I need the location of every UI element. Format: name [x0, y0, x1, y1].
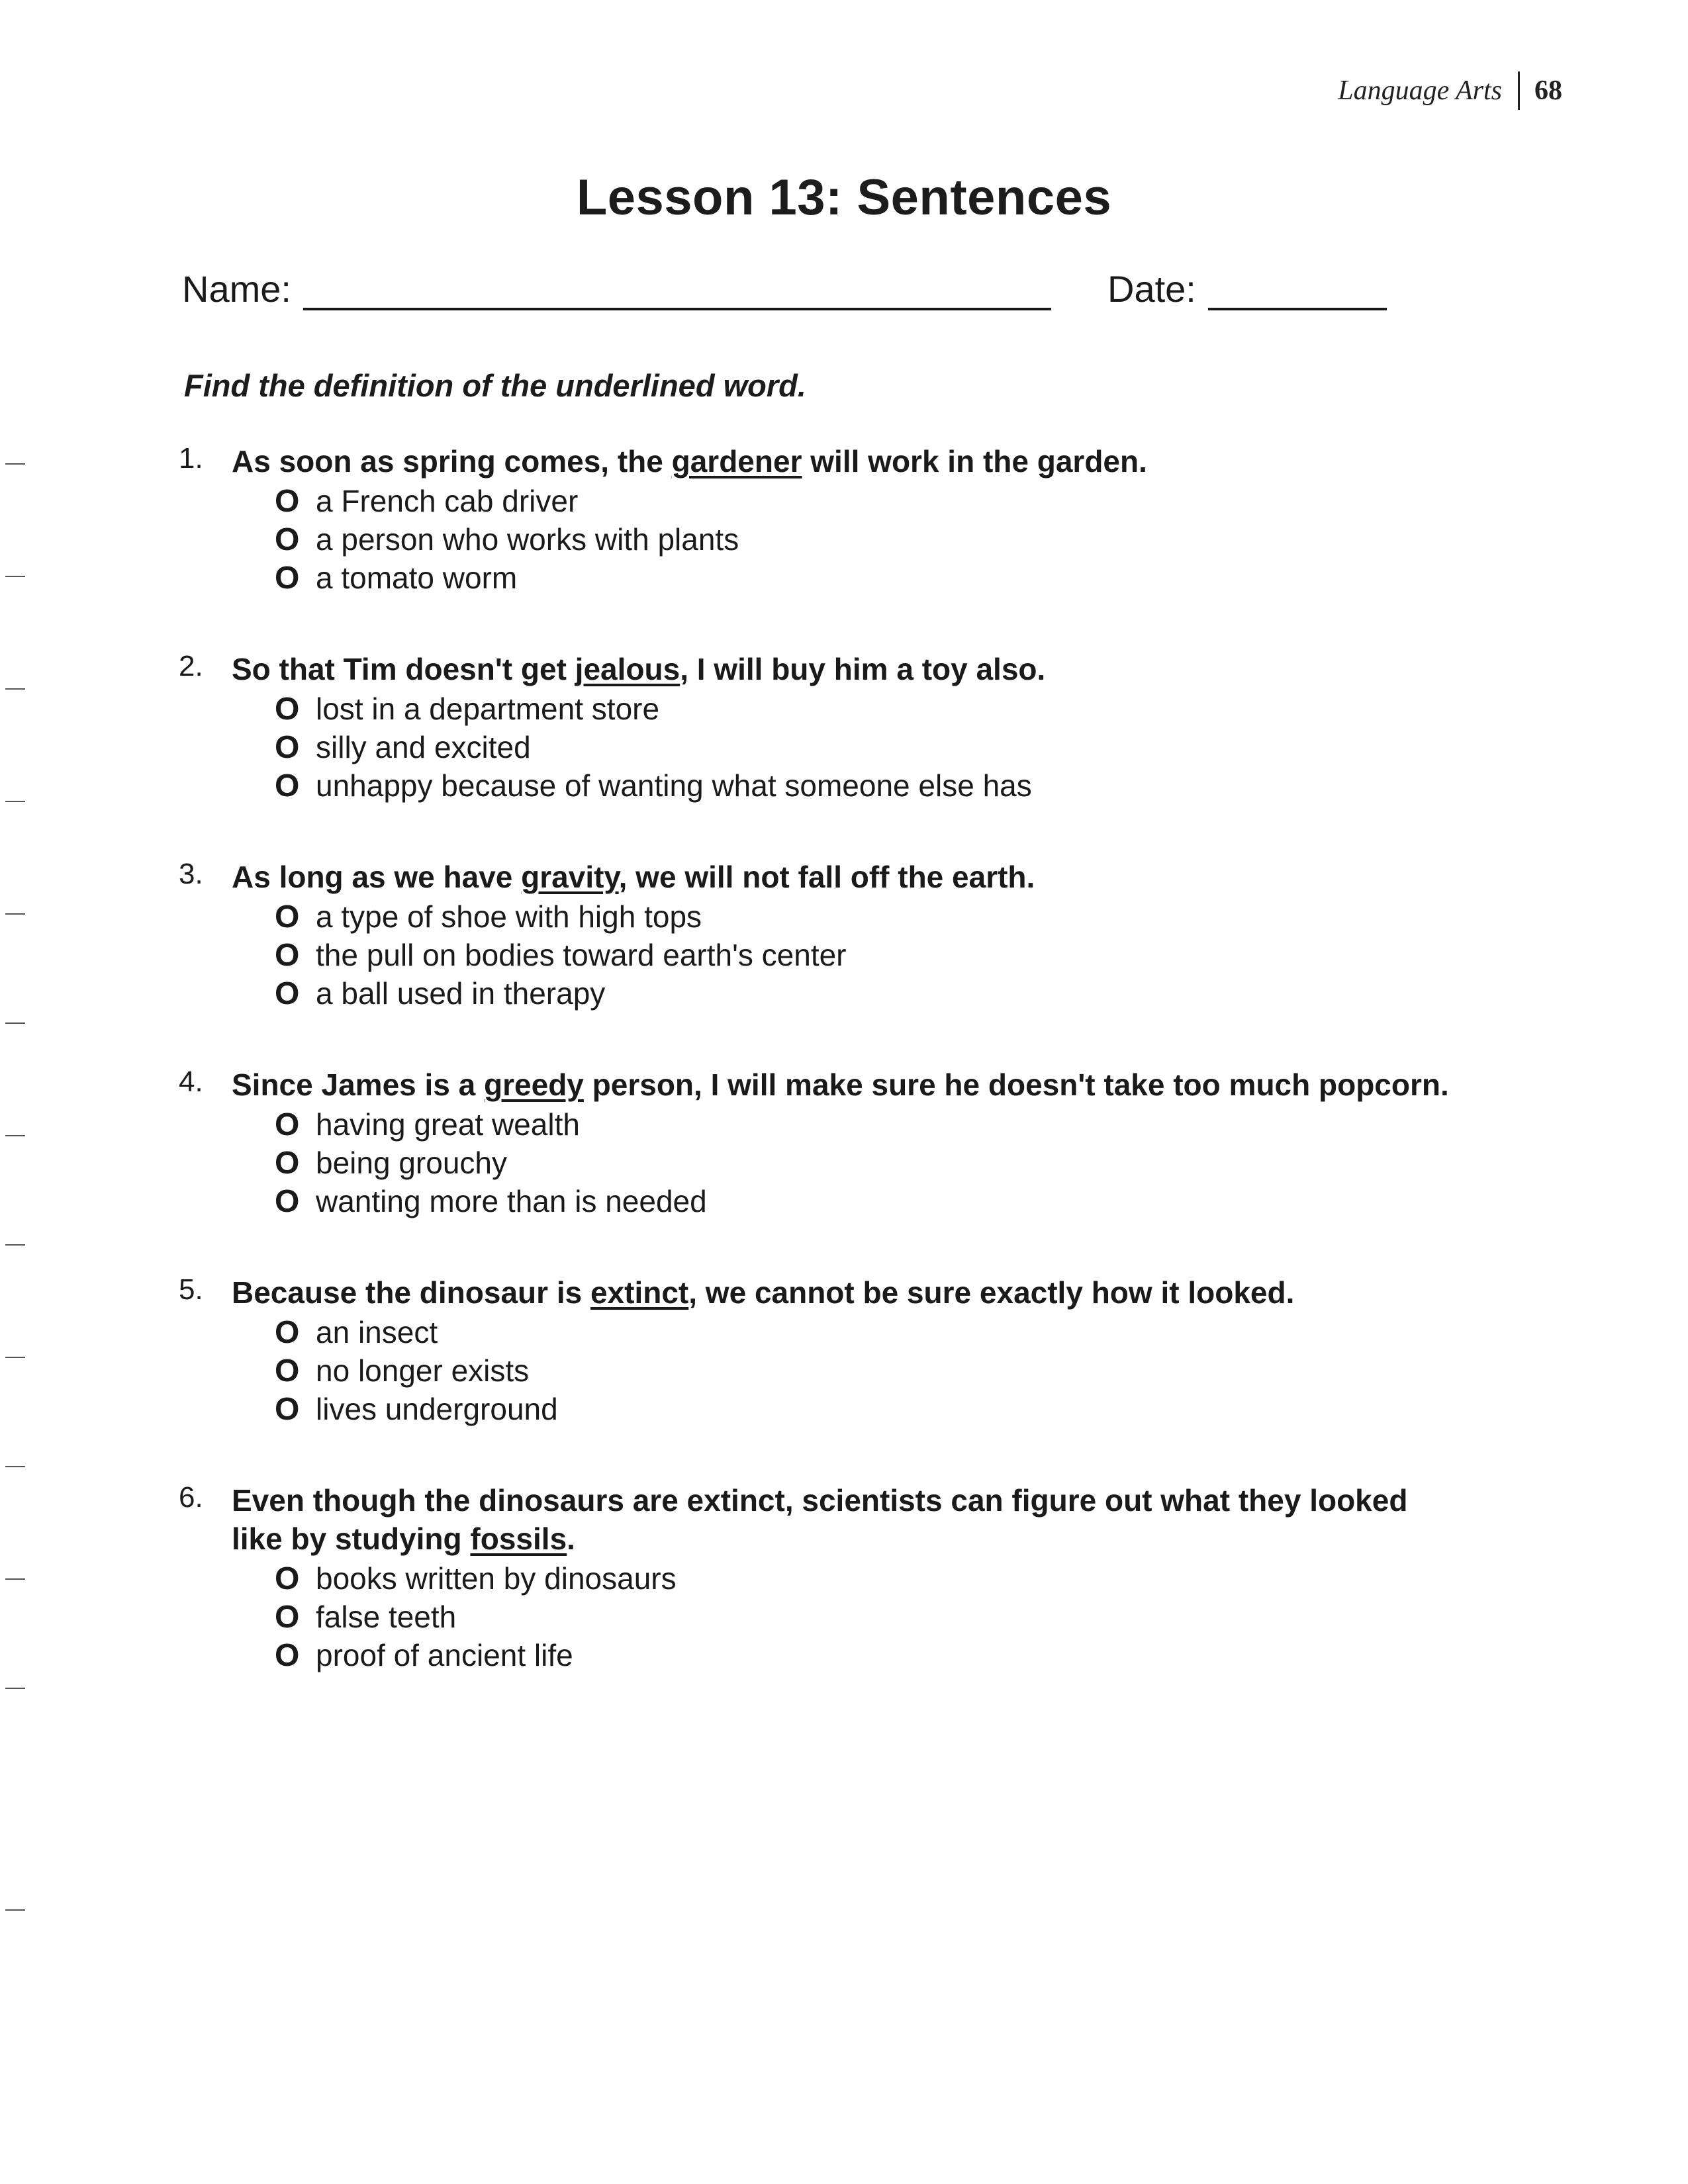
scan-tick-mark	[5, 576, 25, 577]
answer-option[interactable]	[275, 1390, 1450, 1428]
sentence-text-before: Even though the dinosaurs are extinct, scientists can figure out what they looked like by studying	[232, 1483, 1417, 1556]
scan-tick-mark	[5, 463, 25, 465]
answer-bubble-icon[interactable]: O	[275, 729, 300, 765]
underlined-word: greedy	[484, 1068, 584, 1102]
answer-option-label: lives underground	[316, 1392, 558, 1426]
header-separator	[1518, 71, 1520, 110]
question-item	[172, 1273, 1450, 1428]
answer-option[interactable]	[275, 1559, 1450, 1598]
date-field	[1107, 267, 1387, 310]
answer-bubble-icon[interactable]: O	[275, 1599, 300, 1635]
answer-option[interactable]	[275, 1105, 1450, 1144]
answer-options	[232, 1105, 1450, 1220]
answer-options	[232, 897, 1450, 1013]
answer-bubble-icon[interactable]: O	[275, 1145, 300, 1181]
answer-option[interactable]	[275, 1598, 1450, 1636]
scan-tick-mark	[5, 1578, 25, 1580]
scan-tick-mark	[5, 1909, 25, 1911]
question-number: 3.	[179, 858, 203, 890]
question-list	[172, 442, 1450, 1727]
name-blank-line[interactable]	[303, 273, 1051, 310]
answer-option-label: wanting more than is needed	[316, 1184, 707, 1218]
scan-tick-mark	[5, 1023, 25, 1024]
answer-option[interactable]	[275, 1182, 1450, 1220]
question-item	[172, 1481, 1450, 1674]
sentence-text-after: will work in the garden.	[802, 444, 1147, 478]
question-number: 2.	[179, 650, 203, 682]
scan-tick-mark	[5, 1244, 25, 1246]
answer-bubble-icon[interactable]: O	[275, 976, 300, 1011]
answer-option[interactable]	[275, 897, 1450, 936]
answer-bubble-icon[interactable]: O	[275, 1391, 300, 1427]
underlined-word: extinct	[590, 1275, 689, 1310]
answer-bubble-icon[interactable]: O	[275, 1353, 300, 1388]
answer-bubble-icon[interactable]: O	[275, 1561, 300, 1596]
answer-option-label: a ball used in therapy	[316, 976, 606, 1011]
question-number: 4.	[179, 1066, 203, 1098]
answer-option[interactable]	[275, 974, 1450, 1013]
answer-bubble-icon[interactable]: O	[275, 899, 300, 934]
question-item	[172, 1066, 1450, 1220]
scan-tick-mark	[5, 688, 25, 690]
question-number: 5.	[179, 1273, 203, 1306]
scan-tick-mark	[5, 913, 25, 915]
answer-bubble-icon[interactable]: O	[275, 691, 300, 727]
answer-option[interactable]	[275, 766, 1450, 805]
name-label: Name:	[182, 268, 291, 310]
scan-tick-mark	[5, 1466, 25, 1467]
scan-tick-mark	[5, 1135, 25, 1136]
question-sentence	[232, 1273, 1450, 1312]
underlined-word: fossils	[470, 1522, 567, 1556]
answer-option[interactable]	[275, 1351, 1450, 1390]
answer-option-label: lost in a department store	[316, 692, 660, 726]
running-head	[1338, 71, 1562, 110]
answer-option[interactable]	[275, 1313, 1450, 1351]
answer-option-label: a tomato worm	[316, 561, 518, 595]
answer-option[interactable]	[275, 1636, 1450, 1674]
answer-options	[232, 1313, 1450, 1428]
underlined-word: gravity	[521, 860, 619, 894]
answer-option-label: proof of ancient life	[316, 1638, 573, 1672]
answer-options	[232, 482, 1450, 597]
answer-option-label: having great wealth	[316, 1107, 580, 1142]
answer-option-label: a French cab driver	[316, 484, 579, 518]
question-sentence	[232, 1481, 1450, 1558]
answer-bubble-icon[interactable]: O	[275, 768, 300, 803]
sentence-text-before: Since James is a	[232, 1068, 485, 1102]
answer-option-label: a type of shoe with high tops	[316, 899, 702, 934]
page-title: Lesson 13: Sentences	[576, 169, 1112, 226]
question-sentence	[232, 1066, 1450, 1104]
answer-option-label: unhappy because of wanting what someone else has	[316, 768, 1032, 803]
sentence-text-before: As soon as spring comes, the	[232, 444, 672, 478]
question-sentence	[232, 650, 1450, 688]
answer-bubble-icon[interactable]: O	[275, 1183, 300, 1219]
answer-option-label: no longer exists	[316, 1353, 530, 1388]
question-item	[172, 858, 1450, 1013]
question-sentence	[232, 442, 1450, 480]
answer-bubble-icon[interactable]: O	[275, 483, 300, 519]
sentence-text-after: , I will buy him a toy also.	[680, 652, 1046, 686]
sentence-text-before: So that Tim doesn't get	[232, 652, 575, 686]
question-sentence	[232, 858, 1450, 896]
instruction-text: Find the definition of the underlined word.	[184, 368, 806, 403]
name-field	[182, 267, 1051, 310]
sentence-text-before: As long as we have	[232, 860, 522, 894]
answer-options	[232, 690, 1450, 805]
answer-option-label: false teeth	[316, 1600, 457, 1634]
answer-options	[232, 1559, 1450, 1674]
sentence-text-after: person, I will make sure he doesn't take too much popcorn.	[583, 1068, 1449, 1102]
answer-option-label: the pull on bodies toward earth's center	[316, 938, 847, 972]
answer-option[interactable]	[275, 482, 1450, 520]
scan-tick-mark	[5, 1357, 25, 1358]
answer-option[interactable]	[275, 559, 1450, 597]
sentence-text-after: .	[567, 1522, 575, 1556]
answer-option[interactable]	[275, 1144, 1450, 1182]
answer-option-label: a person who works with plants	[316, 522, 739, 557]
date-blank-line[interactable]	[1208, 273, 1387, 310]
answer-bubble-icon[interactable]: O	[275, 522, 300, 557]
answer-bubble-icon[interactable]: O	[275, 1314, 300, 1350]
answer-option-label: books written by dinosaurs	[316, 1561, 677, 1596]
question-number: 1.	[179, 442, 203, 475]
sentence-text-after: , we cannot be sure exactly how it looked.	[688, 1275, 1295, 1310]
sentence-text-after: , we will not fall off the earth.	[618, 860, 1035, 894]
answer-option[interactable]	[275, 936, 1450, 974]
answer-bubble-icon[interactable]: O	[275, 937, 300, 973]
answer-option-label: being grouchy	[316, 1146, 507, 1180]
answer-option[interactable]	[275, 728, 1450, 766]
question-number: 6.	[179, 1481, 203, 1514]
answer-option[interactable]	[275, 520, 1450, 559]
answer-option-label: silly and excited	[316, 730, 531, 764]
scan-tick-mark	[5, 801, 25, 802]
underlined-word: jealous	[575, 652, 680, 686]
answer-bubble-icon[interactable]: O	[275, 1637, 300, 1673]
date-label: Date:	[1107, 268, 1196, 310]
answer-bubble-icon[interactable]: O	[275, 560, 300, 596]
question-item	[172, 442, 1450, 597]
underlined-word: gardener	[671, 444, 802, 478]
answer-option[interactable]	[275, 690, 1450, 728]
question-item	[172, 650, 1450, 805]
answer-bubble-icon[interactable]: O	[275, 1107, 300, 1142]
sentence-text-before: Because the dinosaur is	[232, 1275, 590, 1310]
page-number: 68	[1534, 75, 1562, 106]
answer-option-label: an insect	[316, 1315, 438, 1349]
name-date-row	[182, 267, 1393, 320]
subject-label: Language Arts	[1338, 75, 1502, 106]
scan-tick-mark	[5, 1688, 25, 1689]
